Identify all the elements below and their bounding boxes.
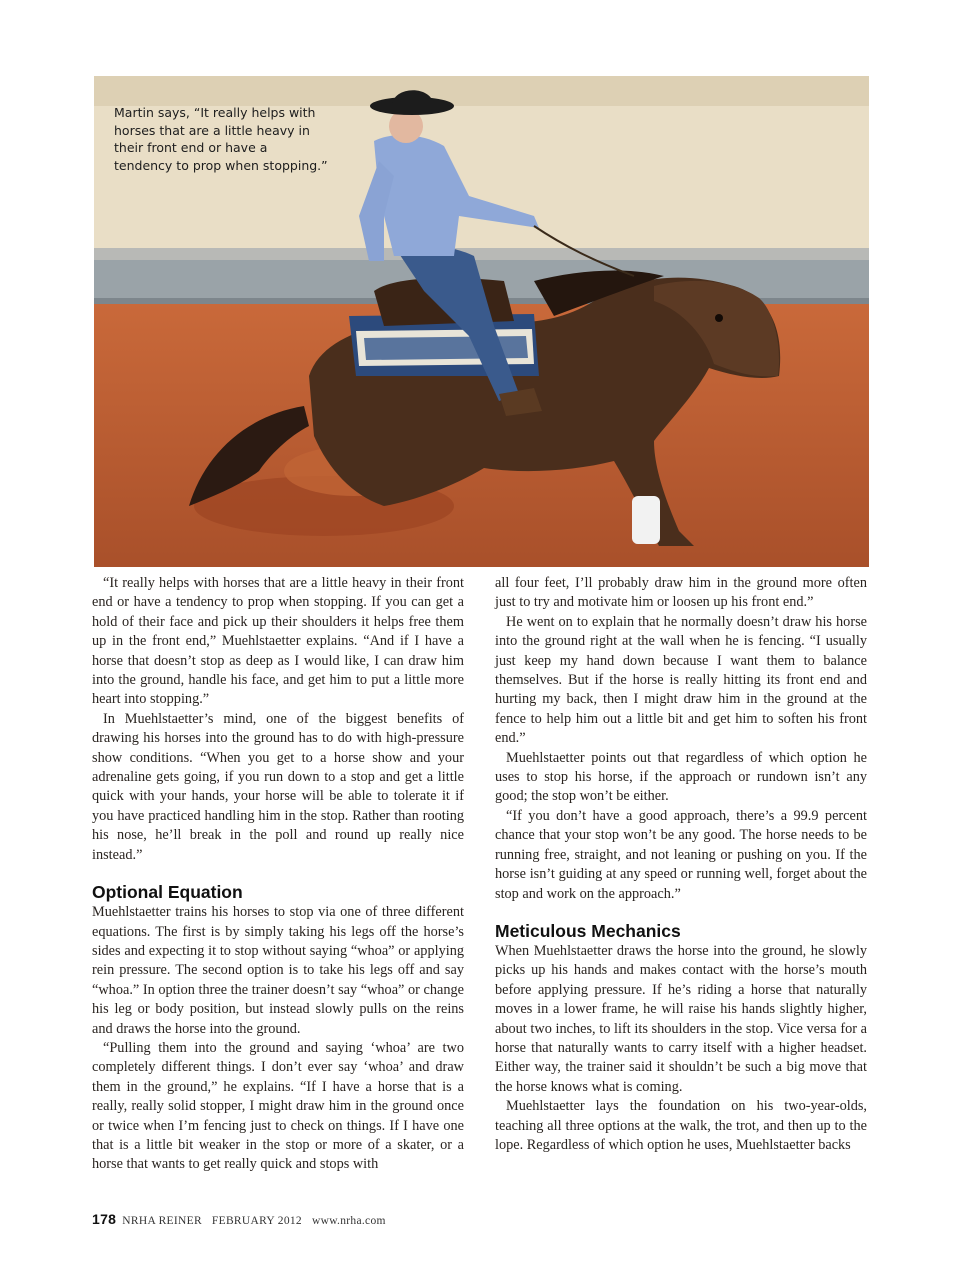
section-heading-optional-equation: Optional Equation: [92, 882, 243, 903]
paragraph: “Pulling them into the ground and saying ‘whoa’ are two completely different things. I don’t ever say ‘whoa’ and draw them in the ground,” he explains. “If I have a horse that is a really, really solid stopper, I might draw him in the ground once or twice when I’m fencing just to check on things. If I have one that is a little bit weaker in the stop or more of a skater, or a horse that wants to get really quick and stops with: [92, 1039, 464, 1173]
paragraph: Muehlstaetter trains his horses to stop via one of three different equations. The first is by simply taking his legs off the horse’s sides and expecting it to stop without saying “whoa” or applying rein pressure. The second option is to take his legs off and say “whoa.” In option three the trainer doesn’t say “whoa” or change his leg or body position, but instead slowly pulls on the reins and draws the horse into the ground.: [92, 904, 464, 1037]
page-number: 178: [92, 1211, 117, 1227]
paragraph: When Muehlstaetter draws the horse into the ground, he slowly picks up his hands and makes contact with the horse’s mouth before applying pressure. If he’s riding a horse that naturally moves in a lower frame, he will raise his hands slightly higher, about two inches, to lift its shoulders in the stop. Vice versa for a horse that naturally wants to carry itself with a higher headset. Either way, the trainer said it shouldn’t be such a big move that the horse knows what is coming.: [495, 942, 867, 1095]
publication-name: NRHA REINER: [122, 1215, 202, 1227]
paragraph: He went on to explain that he normally doesn’t draw his horse into the ground right at the wall when he is fencing. “I usually just keep my hand down because I want them to balance themselves. But if the horse is really hitting its front end and hurting my back, then I might draw him in the ground at the fence to help him out a little bit and get him to soften his front end.”: [495, 613, 867, 747]
issue-date: FEBRUARY 2012: [211, 1215, 302, 1227]
right-column: [495, 574, 867, 1155]
section-heading-meticulous-mechanics: Meticulous Mechanics: [495, 920, 681, 941]
website-url: www.nrha.com: [311, 1215, 386, 1227]
paragraph: In Muehlstaetter’s mind, one of the biggest benefits of drawing his horses into the ground has to do with high-pressure show conditions. “When you get to a horse show and your adrenaline gets going, if you run down to a stop and get a little quick with your hands, your horse will be able to tolerate it if you have practiced handling him in the stop. Rather than rooting his nose, he’ll break in the poll and round up really nice instead.”: [92, 710, 464, 863]
page-footer: [92, 1211, 396, 1227]
paragraph: “It really helps with horses that are a little heavy in their front end or have a tendency to prop when stopping. If you can get a hold of their face and pick up their shoulders it helps free them up in the front end,” Muehlstaetter explains. “And if I have a horse that doesn’t stop as deep as I would like, I can draw him into the ground, handle his face, and get him to put a little more heart into stopping.”: [92, 575, 464, 708]
paragraph: all four feet, I’ll probably draw him in the ground more often just to try and motivate him or loosen up his front end.”: [495, 575, 867, 611]
paragraph: “If you don’t have a good approach, there’s a 99.9 percent chance that your stop won’t be any good. The horse needs to be running free, straight, and not leaning or pushing on you. If the horse isn’t guiding at any speed or running well, forget about the stop and work on the approach.”: [495, 807, 867, 902]
photo-caption: Martin says, “It really helps with horses that are a little heavy in their front end or have a tendency to prop when stopping.”: [114, 105, 328, 173]
paragraph: Muehlstaetter lays the foundation on his two-year-olds, teaching all three options at the walk, the trot, and then up to the lope. Regardless of which option he uses, Muehlstaetter backs: [495, 1098, 867, 1153]
left-column: [92, 574, 464, 1175]
paragraph: Muehlstaetter points out that regardless of which option he uses to stop his horse, if the approach or rundown isn’t any good; the stop won’t be either.: [495, 749, 867, 805]
